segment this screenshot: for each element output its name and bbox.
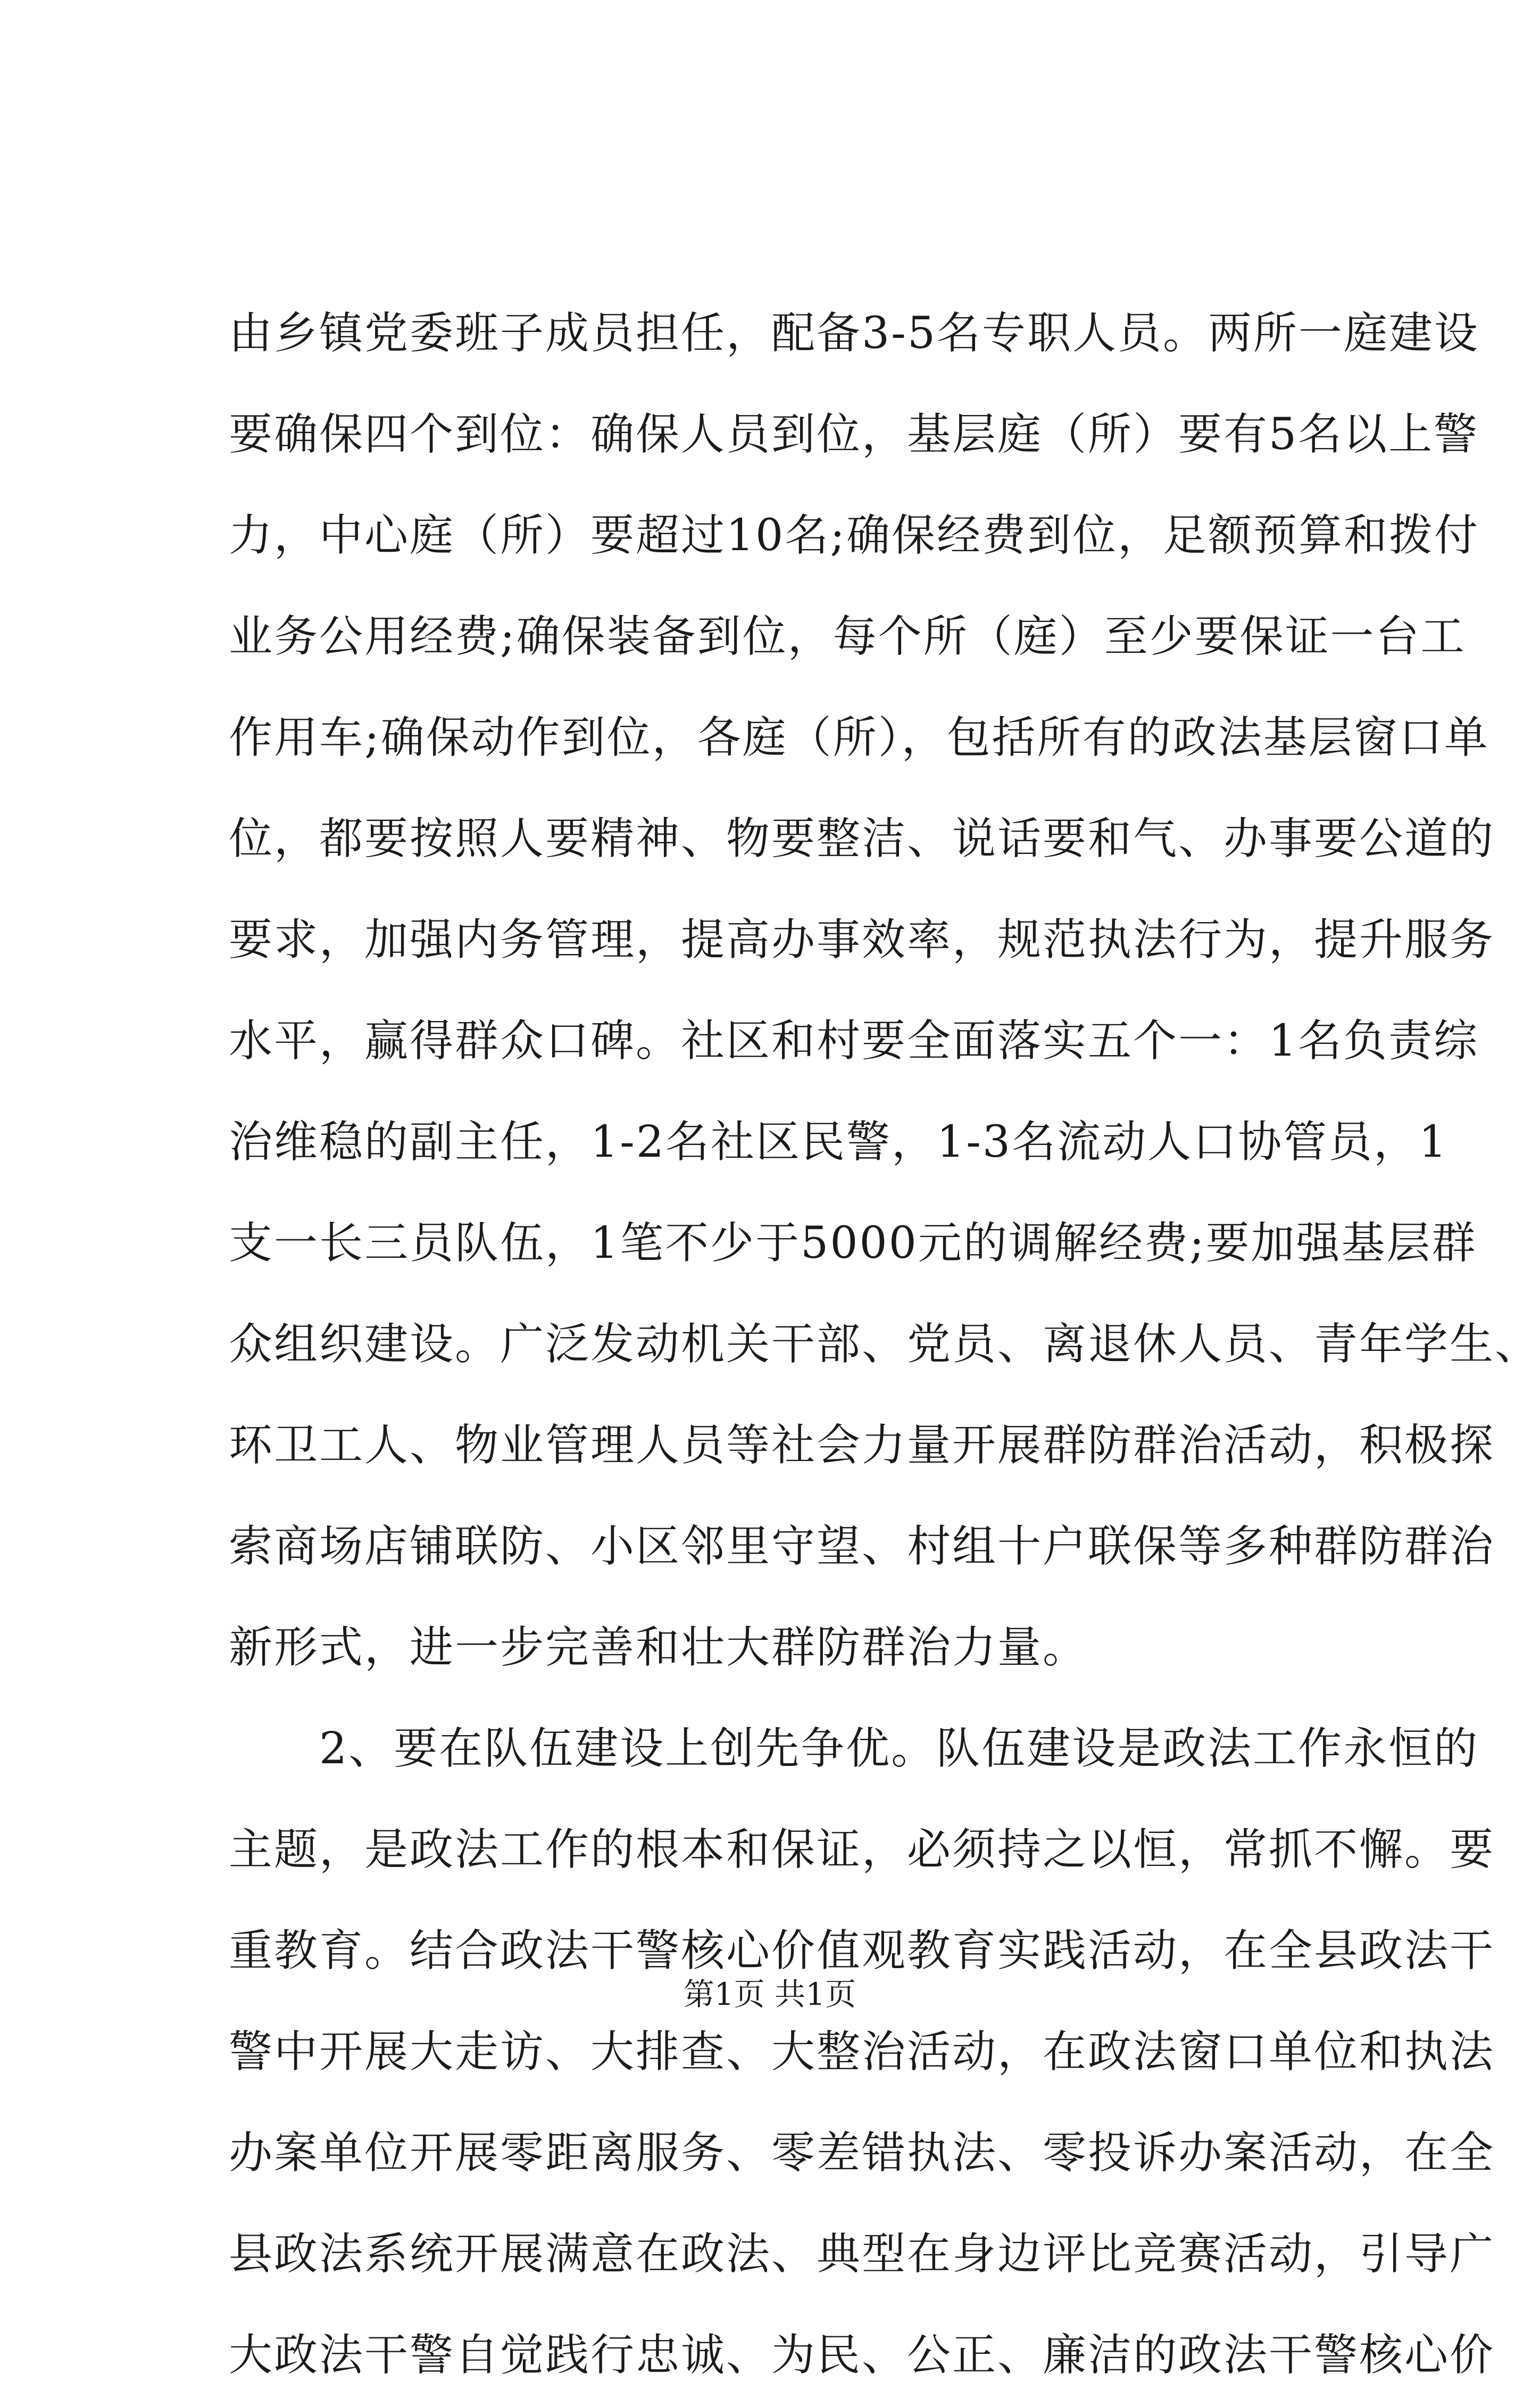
text-line: 主题，是政法工作的根本和保证，必须持之以恒，常抓不懈。要 bbox=[229, 1824, 1495, 1875]
page-footer bbox=[0, 1973, 1539, 2015]
text-line: 环卫工人、物业管理人员等社会力量开展群防群治活动，积极探 bbox=[229, 1420, 1495, 1471]
text-line: 索商场店铺联防、小区邻里守望、村组十户联保等多种群防群治 bbox=[229, 1521, 1495, 1572]
text-line: 治维稳的副主任，1-2名社区民警，1-3名流动人口协管员，1 bbox=[229, 1117, 1449, 1167]
text-line: 业务公用经费;确保装备到位，每个所（庭）至少要保证一台工 bbox=[229, 611, 1466, 662]
text-line: 警中开展大走访、大排查、大整治活动，在政法窗口单位和执法 bbox=[229, 2027, 1495, 2077]
text-line: 大政法干警自觉践行忠诚、为民、公正、廉洁的政法干警核心价 bbox=[229, 2330, 1495, 2380]
text-line: 新形式，进一步完善和壮大群防群治力量。 bbox=[229, 1622, 1088, 1673]
text-line: 县政法系统开展满意在政法、典型在身边评比竞赛活动，引导广 bbox=[229, 2229, 1495, 2279]
text-line: 由乡镇党委班子成员担任，配备3-5名专职人员。两所一庭建设 bbox=[229, 308, 1480, 359]
document-body bbox=[229, 283, 1540, 2406]
text-line: 2、要在队伍建设上创先争优。队伍建设是政法工作永恒的 bbox=[229, 1723, 1479, 1774]
text-line: 要确保四个到位：确保人员到位，基层庭（所）要有5名以上警 bbox=[229, 409, 1479, 460]
paragraph-1 bbox=[229, 283, 1540, 1698]
text-line: 重教育。结合政法干警核心价值观教育实践活动，在全县政法干 bbox=[229, 1926, 1495, 1976]
text-line: 支一长三员队伍，1笔不少于5000元的调解经费;要加强基层群 bbox=[229, 1218, 1477, 1268]
text-line: 水平，赢得群众口碑。社区和村要全面落实五个一：1名负责综 bbox=[229, 1016, 1479, 1066]
text-line: 办案单位开展零距离服务、零差错执法、零投诉办案活动，在全 bbox=[229, 2128, 1495, 2178]
paragraph-2 bbox=[229, 1698, 1495, 2406]
text-line: 力，中心庭（所）要超过10名;确保经费到位，足额预算和拨付 bbox=[229, 510, 1479, 561]
text-line: 作用车;确保动作到位，各庭（所），包括所有的政法基层窗口单 bbox=[229, 712, 1489, 763]
text-line: 众组织建设。广泛发动机关干部、党员、离退休人员、青年学生、 bbox=[229, 1319, 1540, 1370]
text-line: 要求，加强内务管理，提高办事效率，规范执法行为，提升服务 bbox=[229, 915, 1495, 965]
text-line: 位，都要按照人要精神、物要整洁、说话要和气、办事要公道的 bbox=[229, 814, 1495, 864]
page-number-label: 第1页 共1页 bbox=[683, 1976, 856, 2012]
